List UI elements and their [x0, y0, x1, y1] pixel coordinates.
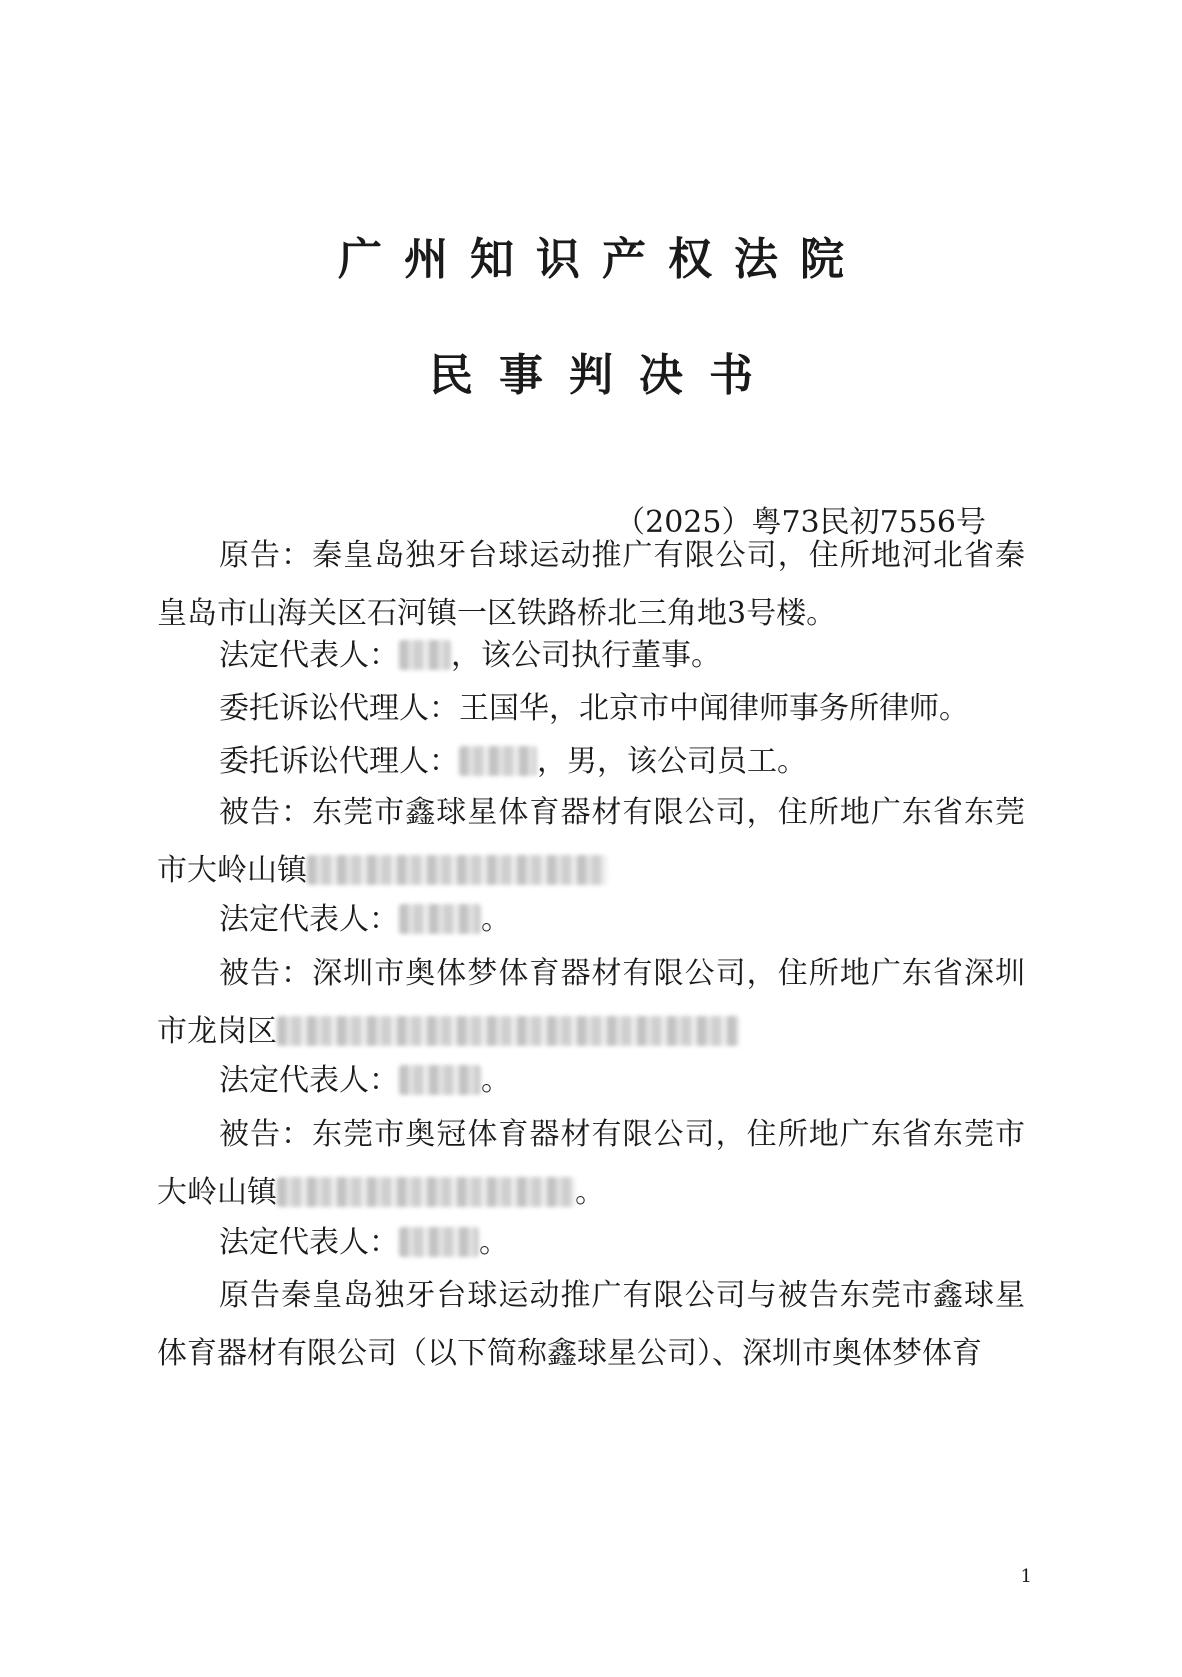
case-intro-paragraph: 原告秦皇岛独牙台球运动推广有限公司与被告东莞市鑫球星体育器材有限公司（以下简称鑫球星公司）、深圳市奥体梦体育 — [157, 1278, 1025, 1371]
plaintiff-agent-1: 委托诉讼代理人：王国华，北京市中闻律师事务所律师。 — [219, 691, 969, 726]
paragraph-text: 委托诉讼代理人： — [219, 744, 459, 779]
case-number: （2025）粤73民初7556号 — [615, 505, 986, 540]
paragraph-text: 。 — [479, 1225, 509, 1260]
defendant-1-paragraph — [157, 784, 1025, 900]
paragraph-text: 被告：东莞市鑫球星体育器材有限公司，住所地广东省东莞市大岭山镇 — [157, 795, 1025, 888]
defendant-1-legal-representative — [157, 891, 1025, 949]
redacted-text — [399, 904, 481, 934]
defendant-2-legal-representative — [157, 1052, 1025, 1110]
paragraph-text: 。 — [481, 902, 511, 937]
plaintiff-legal-representative — [157, 627, 1025, 685]
paragraph-text: 。 — [481, 1063, 511, 1098]
redacted-text — [399, 1065, 481, 1095]
paragraph-text: 法定代表人： — [219, 902, 399, 937]
redacted-text — [307, 855, 607, 885]
paragraph-text: 被告：深圳市奥体梦体育器材有限公司，住所地广东省深圳市龙岗区 — [157, 956, 1025, 1049]
paragraph-text: 被告：东莞市奥冠体育器材有限公司，住所地广东省东莞市大岭山镇 — [157, 1117, 1025, 1210]
defendant-2-paragraph — [157, 945, 1025, 1061]
plaintiff-agent-2 — [157, 733, 1025, 791]
paragraph-text: 法定代表人： — [219, 638, 399, 673]
redacted-text — [277, 1016, 739, 1046]
redacted-text — [399, 640, 451, 670]
defendant-3-paragraph — [157, 1106, 1025, 1222]
redacted-text — [399, 1227, 479, 1257]
court-name: 广州知识产权法院 — [338, 234, 866, 285]
page-number: 1 — [1020, 1566, 1032, 1587]
paragraph-text: 法定代表人： — [219, 1063, 399, 1098]
paragraph-text: ，男，该公司员工。 — [537, 744, 807, 779]
plaintiff-paragraph: 原告：秦皇岛独牙台球运动推广有限公司，住所地河北省秦皇岛市山海关区石河镇一区铁路桥北三角地3号楼。 — [157, 538, 1025, 631]
redacted-text — [459, 746, 537, 776]
paragraph-text: ，该公司执行董事。 — [451, 638, 721, 673]
redacted-text — [277, 1177, 575, 1207]
paragraph-text: 。 — [575, 1175, 605, 1210]
defendant-3-legal-representative — [157, 1214, 1025, 1272]
document-type-title: 民事判决书 — [429, 350, 779, 401]
paragraph-text: 法定代表人： — [219, 1225, 399, 1260]
